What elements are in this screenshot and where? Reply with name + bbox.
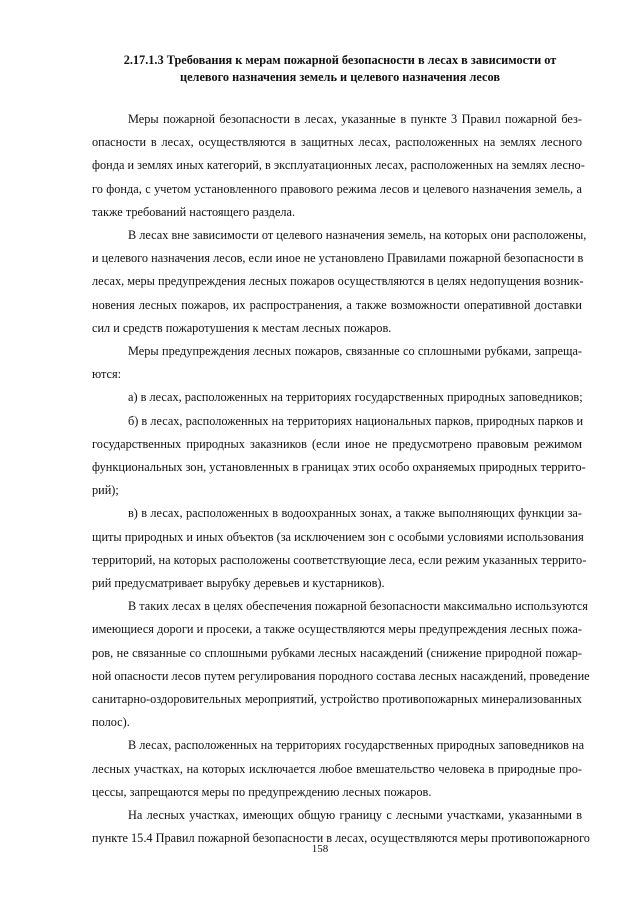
paragraph-line: в) в лесах, расположенных в водоохранных зонах, а также выполняющих функции за- (128, 506, 582, 521)
paragraph-line: ной опасности лесов путем регулирования породного состава лесных насаждений, проведение (92, 668, 590, 683)
section-heading-line-2: целевого назначения земель и целевого назначения лесов (180, 70, 500, 84)
paragraph-line: сил и средств пожаротушения к местам лесных пожаров. (92, 320, 392, 335)
page-number: 158 (311, 843, 329, 855)
paragraph (56, 108, 585, 224)
paragraph-line: го фонда, с учетом установленного правового режима лесов и целевого назначения земель, а (92, 181, 582, 196)
paragraph-line: санитарно-оздоровительных мероприятий, устройство противопожарных минерализованных (92, 692, 582, 707)
paragraph-line: б) в лесах, расположенных на территориях национальных парков, природных парков и (128, 413, 584, 428)
paragraph (56, 386, 582, 409)
paragraph-line: территорий, на которых расположены соответствующие леса, если режим указанных террито- (92, 552, 587, 567)
paragraph (56, 410, 586, 503)
section-heading-line-1: 2.17.1.3 Требования к мерам пожарной безопасности в лесах в зависимости от (123, 53, 557, 67)
paragraph-line: государственных природных заказников (если иное не предусмотрено правовым режимом (92, 436, 582, 451)
paragraph-line: новения лесных пожаров, их распространения, а также возможности оперативной доставки (92, 297, 582, 312)
paragraph-line: На лесных участках, имеющих общую границу с лесными участками, указанными в (128, 808, 582, 823)
paragraph-line: ются: (92, 367, 122, 382)
paragraph-line: Меры пожарной безопасности в лесах, указанные в пункте 3 Правил пожарной без- (128, 112, 582, 126)
paragraph-line: В лесах, расположенных на территориях государственных природных заповедников на (128, 738, 585, 753)
paragraph-line: рий); (92, 483, 119, 498)
paragraph-line: лесах, меры предупреждения лесных пожаров осуществляются в целях недопущения возник- (92, 274, 584, 289)
paragraph (56, 502, 587, 595)
paragraph-line: щиты природных и иных объектов (за исключением зон с особыми условиями использования (92, 529, 584, 544)
paragraph-line: лесных участках, на которых исключается любое вмешательство человека в природные про- (92, 761, 582, 776)
paragraph-line: пункте 15.4 Правил пожарной безопасности в лесах, осуществляются меры противопожарного (92, 831, 590, 846)
paragraph-line: и целевого назначения лесов, если иное не установлено Правилами пожарной безопасности в (92, 251, 584, 266)
paragraph-line: ров, не связанные со сплошными рубками лесных насаждений (снижение природной пожар- (92, 645, 582, 660)
paragraph-line: В лесах вне зависимости от целевого назначения земель, на которых они расположены, (128, 228, 587, 243)
paragraph-line: Меры предупреждения лесных пожаров, связанные со сплошными рубками, запреща- (128, 344, 582, 359)
paragraph-line: опасности в лесах, осуществляются в защитных лесах, расположенных на землях лесного (92, 135, 582, 150)
paragraph-line: имеющиеся дороги и просеки, а также осуществляются меры предупреждения лесных пожа- (92, 622, 582, 637)
section-heading (100, 52, 580, 86)
paragraph (56, 340, 582, 386)
paragraph-line: функциональных зон, установленных в границах этих особо охраняемых природных террито- (92, 460, 586, 475)
paragraph-line: рий предусматривает вырубку деревьев и кустарников). (92, 576, 385, 591)
paragraph (56, 224, 587, 340)
paragraph-line: полос). (92, 715, 130, 730)
paragraph-line: цессы, запрещаются меры по предупреждению лесных пожаров. (92, 784, 432, 799)
paragraph (56, 734, 585, 804)
paragraph-line: а) в лесах, расположенных на территориях государственных природных заповедников; (128, 390, 583, 405)
document-body (56, 108, 590, 851)
paragraph-line: В таких лесах в целях обеспечения пожарной безопасности максимально используются (128, 599, 588, 614)
paragraph-line: фонда и землях иных категорий, в эксплуатационных лесах, расположенных на землях лесно- (92, 158, 585, 173)
paragraph-line: также требований настоящего раздела. (92, 204, 296, 219)
paragraph (56, 595, 590, 734)
